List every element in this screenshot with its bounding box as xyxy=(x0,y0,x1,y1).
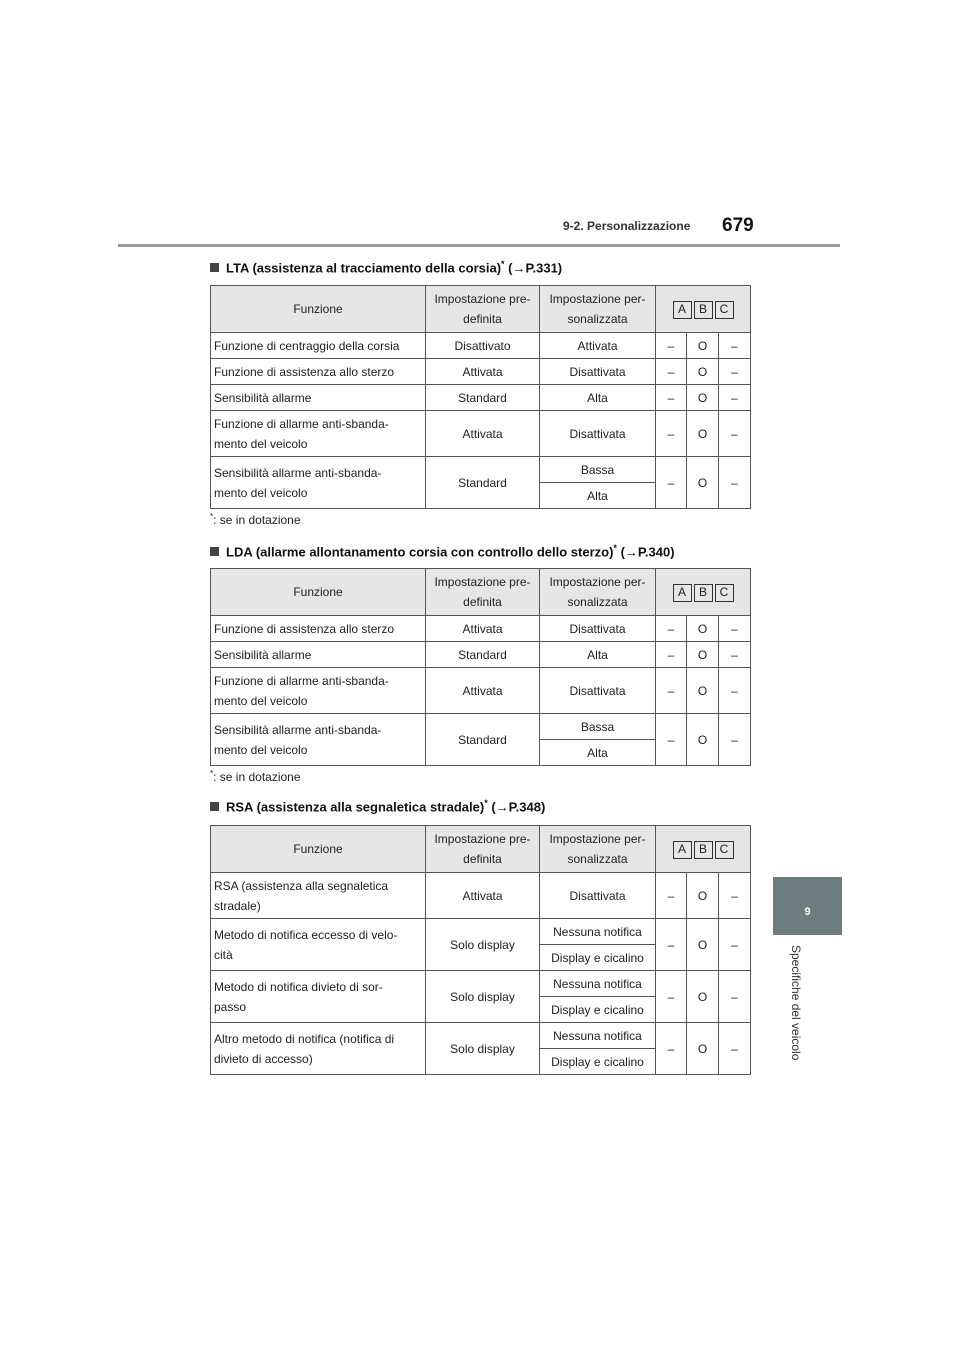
method-a-cell xyxy=(656,616,687,642)
method-c-cell xyxy=(719,359,751,385)
default-value: Standard xyxy=(458,390,507,405)
method-b-cell xyxy=(687,411,719,457)
function-cell xyxy=(211,411,426,457)
header-label: sonalizzata xyxy=(567,312,628,326)
table-row xyxy=(211,971,751,997)
method-b-value: O xyxy=(697,647,708,662)
header-label: Funzione xyxy=(293,585,343,599)
header-custom-setting xyxy=(540,826,656,873)
method-a-cell xyxy=(656,1023,687,1075)
method-a-box: A xyxy=(673,841,692,859)
function-cell xyxy=(211,668,426,714)
method-c-box: C xyxy=(715,301,734,319)
header-label: Impostazione per- xyxy=(549,832,646,846)
custom-value: Disattivata xyxy=(569,621,626,636)
custom-value: Display e cicalino xyxy=(551,1002,644,1017)
method-a-value: – xyxy=(667,989,675,1004)
method-b-value: O xyxy=(697,989,708,1004)
custom-value: Display e cicalino xyxy=(551,950,644,965)
method-c-cell xyxy=(719,1023,751,1075)
table-row xyxy=(211,359,751,385)
footnote-mark: * xyxy=(613,543,617,553)
method-c-value: – xyxy=(731,621,738,636)
method-c-cell xyxy=(719,714,751,766)
method-b-value: O xyxy=(697,683,708,698)
function-name: Altro metodo di notifica (notifica di xyxy=(214,1031,395,1046)
header-funzione xyxy=(211,569,426,616)
function-name: Funzione di allarme anti-sbanda- xyxy=(214,416,389,431)
function-cell xyxy=(211,457,426,509)
custom-cell xyxy=(540,873,656,919)
method-b-cell xyxy=(687,385,719,411)
method-c-value: – xyxy=(731,475,738,490)
method-b-cell xyxy=(687,714,719,766)
method-c-value: – xyxy=(731,888,738,903)
custom-cell xyxy=(540,668,656,714)
default-cell xyxy=(426,411,540,457)
footnote-mark: * xyxy=(484,798,488,808)
bullet-square-icon xyxy=(210,802,219,811)
function-name: passo xyxy=(214,999,247,1014)
method-c-cell xyxy=(719,616,751,642)
custom-value: Nessuna notifica xyxy=(553,924,642,939)
function-name: divieto di accesso) xyxy=(214,1051,313,1066)
default-cell xyxy=(426,616,540,642)
function-cell xyxy=(211,616,426,642)
method-a-value: – xyxy=(667,732,675,747)
function-cell xyxy=(211,919,426,971)
header-label: Funzione xyxy=(293,302,343,316)
table-header-row xyxy=(211,569,751,616)
header-abc xyxy=(656,286,751,333)
method-a-value: – xyxy=(667,426,675,441)
default-value: Disattivato xyxy=(454,338,511,353)
method-a-cell xyxy=(656,333,687,359)
function-name: Sensibilità allarme anti-sbanda- xyxy=(214,722,382,737)
method-a-cell xyxy=(656,971,687,1023)
method-a-value: – xyxy=(667,888,675,903)
method-a-cell xyxy=(656,642,687,668)
section-header: 9-2. Personalizzazione xyxy=(563,219,691,233)
method-c-value: – xyxy=(731,390,738,405)
method-b-value: O xyxy=(697,364,708,379)
method-a-value: – xyxy=(667,647,675,662)
function-name: stradale) xyxy=(214,898,261,913)
default-cell xyxy=(426,359,540,385)
section-title xyxy=(210,543,675,559)
method-c-value: – xyxy=(731,732,738,747)
function-name: mento del veicolo xyxy=(214,693,308,708)
method-c-cell xyxy=(719,411,751,457)
custom-cell xyxy=(540,919,656,945)
custom-cell xyxy=(540,971,656,997)
method-b-value: O xyxy=(697,1041,708,1056)
header-divider xyxy=(118,244,840,247)
method-c-value: – xyxy=(731,647,738,662)
method-c-cell xyxy=(719,919,751,971)
table-row xyxy=(211,873,751,919)
function-cell xyxy=(211,642,426,668)
function-cell xyxy=(211,1023,426,1075)
method-b-box: B xyxy=(694,841,713,859)
settings-table xyxy=(210,285,751,509)
section-title-text: RSA (assistenza alla segnaletica stradale) xyxy=(226,799,485,815)
method-c-value: – xyxy=(731,937,738,952)
settings-table xyxy=(210,825,751,1075)
default-cell xyxy=(426,714,540,766)
table-row xyxy=(211,714,751,740)
table-header-row xyxy=(211,286,751,333)
default-value: Solo display xyxy=(450,989,515,1004)
default-value: Attivata xyxy=(462,683,503,698)
custom-cell xyxy=(540,642,656,668)
method-b-cell xyxy=(687,971,719,1023)
method-b-value: O xyxy=(697,426,708,441)
method-c-value: – xyxy=(731,1041,738,1056)
table-row xyxy=(211,642,751,668)
method-b-cell xyxy=(687,616,719,642)
default-cell xyxy=(426,385,540,411)
page-number: 679 xyxy=(722,215,754,236)
chapter-number: 9 xyxy=(804,906,811,918)
footnote xyxy=(210,512,301,527)
default-cell xyxy=(426,1023,540,1075)
method-a-value: – xyxy=(667,683,675,698)
footnote-text: : se in dotazione xyxy=(213,513,301,527)
custom-cell xyxy=(540,359,656,385)
method-c-cell xyxy=(719,971,751,1023)
custom-value: Bassa xyxy=(580,719,615,734)
default-value: Attivata xyxy=(462,364,503,379)
method-a-box: A xyxy=(673,301,692,319)
method-a-value: – xyxy=(667,937,675,952)
function-name: Sensibilità allarme xyxy=(214,390,312,405)
default-cell xyxy=(426,668,540,714)
custom-value: Display e cicalino xyxy=(551,1054,644,1069)
method-a-value: – xyxy=(667,1041,675,1056)
method-c-value: – xyxy=(731,989,738,1004)
method-c-cell xyxy=(719,873,751,919)
function-name: Sensibilità allarme xyxy=(214,647,312,662)
method-c-cell xyxy=(719,457,751,509)
header-label: Impostazione per- xyxy=(549,575,646,589)
method-b-value: O xyxy=(697,732,708,747)
method-a-value: – xyxy=(667,364,675,379)
method-c-box: C xyxy=(715,584,734,602)
default-value: Attivata xyxy=(462,426,503,441)
custom-value: Attivata xyxy=(577,338,618,353)
function-name: mento del veicolo xyxy=(214,436,308,451)
table-row xyxy=(211,457,751,483)
custom-cell xyxy=(540,483,656,509)
function-cell xyxy=(211,971,426,1023)
chapter-title: Specifiche del veicolo xyxy=(789,945,803,1061)
default-cell xyxy=(426,642,540,668)
method-a-value: – xyxy=(667,338,675,353)
custom-value: Disattivata xyxy=(569,426,626,441)
default-value: Attivata xyxy=(462,621,503,636)
method-a-value: – xyxy=(667,475,675,490)
method-a-cell xyxy=(656,714,687,766)
method-b-box: B xyxy=(694,301,713,319)
footnote-mark: * xyxy=(210,512,214,521)
method-a-value: – xyxy=(667,621,675,636)
default-value: Solo display xyxy=(450,1041,515,1056)
method-a-cell xyxy=(656,873,687,919)
method-a-cell xyxy=(656,359,687,385)
method-b-value: O xyxy=(697,937,708,952)
settings-table xyxy=(210,568,751,766)
function-name: Metodo di notifica eccesso di velo- xyxy=(214,927,398,942)
header-custom-setting xyxy=(540,569,656,616)
bullet-square-icon xyxy=(210,547,219,556)
header-abc xyxy=(656,826,751,873)
method-b-cell xyxy=(687,457,719,509)
default-cell xyxy=(426,971,540,1023)
header-label: Impostazione per- xyxy=(549,292,646,306)
header-label: definita xyxy=(463,852,502,866)
custom-cell xyxy=(540,714,656,740)
custom-value: Disattivata xyxy=(569,364,626,379)
footnote-mark: * xyxy=(501,259,505,269)
custom-cell xyxy=(540,1049,656,1075)
table-row xyxy=(211,616,751,642)
default-value: Standard xyxy=(458,647,507,662)
footnote xyxy=(210,769,301,784)
method-b-value: O xyxy=(697,888,708,903)
method-b-value: O xyxy=(697,390,708,405)
method-c-cell xyxy=(719,668,751,714)
custom-cell xyxy=(540,945,656,971)
custom-value: Disattivata xyxy=(569,683,626,698)
function-name: Metodo di notifica divieto di sor- xyxy=(214,979,383,994)
method-b-value: O xyxy=(697,338,708,353)
custom-value: Alta xyxy=(587,647,608,662)
method-c-value: – xyxy=(731,338,738,353)
function-name: Funzione di assistenza allo sterzo xyxy=(214,621,395,636)
method-a-cell xyxy=(656,919,687,971)
custom-cell xyxy=(540,997,656,1023)
default-value: Attivata xyxy=(462,888,503,903)
default-cell xyxy=(426,333,540,359)
custom-value: Disattivata xyxy=(569,888,626,903)
section-title xyxy=(210,798,545,814)
custom-cell xyxy=(540,333,656,359)
method-b-cell xyxy=(687,1023,719,1075)
page-reference: (→P.340) xyxy=(620,544,675,560)
default-cell xyxy=(426,919,540,971)
custom-value: Alta xyxy=(587,488,608,503)
custom-value: Nessuna notifica xyxy=(553,1028,642,1043)
header-label: Impostazione pre- xyxy=(434,292,531,306)
custom-value: Nessuna notifica xyxy=(553,976,642,991)
function-name: Funzione di assistenza allo sterzo xyxy=(214,364,395,379)
method-a-value: – xyxy=(667,390,675,405)
method-b-value: O xyxy=(697,475,708,490)
default-value: Standard xyxy=(458,475,507,490)
custom-cell xyxy=(540,616,656,642)
chapter-tab xyxy=(773,877,842,935)
method-c-cell xyxy=(719,385,751,411)
function-cell xyxy=(211,385,426,411)
function-cell xyxy=(211,359,426,385)
method-b-cell xyxy=(687,668,719,714)
header-label: Impostazione pre- xyxy=(434,832,531,846)
function-name: mento del veicolo xyxy=(214,742,308,757)
custom-cell xyxy=(540,457,656,483)
method-c-value: – xyxy=(731,426,738,441)
header-label: Impostazione pre- xyxy=(434,575,531,589)
function-name: Funzione di allarme anti-sbanda- xyxy=(214,673,389,688)
method-b-cell xyxy=(687,873,719,919)
section-title xyxy=(210,259,562,275)
default-cell xyxy=(426,457,540,509)
method-a-box: A xyxy=(673,584,692,602)
function-name: Sensibilità allarme anti-sbanda- xyxy=(214,465,382,480)
custom-value: Bassa xyxy=(580,462,615,477)
method-b-cell xyxy=(687,642,719,668)
method-b-cell xyxy=(687,919,719,971)
method-a-cell xyxy=(656,668,687,714)
page-reference: (→P.331) xyxy=(508,260,563,276)
header-custom-setting xyxy=(540,286,656,333)
function-cell xyxy=(211,333,426,359)
method-a-cell xyxy=(656,457,687,509)
section-title-text: LDA (allarme allontanamento corsia con controllo dello sterzo) xyxy=(226,544,614,560)
method-a-cell xyxy=(656,411,687,457)
method-c-box: C xyxy=(715,841,734,859)
header-default-setting xyxy=(426,826,540,873)
table-row xyxy=(211,1023,751,1049)
custom-cell xyxy=(540,411,656,457)
header-label: sonalizzata xyxy=(567,852,628,866)
default-cell xyxy=(426,873,540,919)
method-c-cell xyxy=(719,333,751,359)
section-title-text: LTA (assistenza al tracciamento della corsia) xyxy=(226,260,502,276)
table-row xyxy=(211,385,751,411)
method-b-cell xyxy=(687,359,719,385)
header-abc xyxy=(656,569,751,616)
header-label: definita xyxy=(463,312,502,326)
header-funzione xyxy=(211,826,426,873)
custom-cell xyxy=(540,740,656,766)
function-name: Funzione di centraggio della corsia xyxy=(214,338,400,353)
header-funzione xyxy=(211,286,426,333)
custom-value: Alta xyxy=(587,745,608,760)
header-label: sonalizzata xyxy=(567,595,628,609)
table-row xyxy=(211,411,751,457)
table-row xyxy=(211,333,751,359)
function-name: mento del veicolo xyxy=(214,485,308,500)
method-c-cell xyxy=(719,642,751,668)
table-row xyxy=(211,919,751,945)
custom-value: Alta xyxy=(587,390,608,405)
method-a-cell xyxy=(656,385,687,411)
header-label: Funzione xyxy=(293,842,343,856)
footnote-text: : se in dotazione xyxy=(213,770,301,784)
method-c-value: – xyxy=(731,683,738,698)
default-value: Solo display xyxy=(450,937,515,952)
function-cell xyxy=(211,714,426,766)
function-name: RSA (assistenza alla segnaletica xyxy=(214,878,389,893)
custom-cell xyxy=(540,1023,656,1049)
default-value: Standard xyxy=(458,732,507,747)
header-default-setting xyxy=(426,569,540,616)
function-name: cità xyxy=(214,947,233,962)
header-default-setting xyxy=(426,286,540,333)
table-row xyxy=(211,668,751,714)
page-reference: (→P.348) xyxy=(491,799,546,815)
function-cell xyxy=(211,873,426,919)
method-b-box: B xyxy=(694,584,713,602)
method-c-value: – xyxy=(731,364,738,379)
method-b-value: O xyxy=(697,621,708,636)
table-header-row xyxy=(211,826,751,873)
footnote-mark: * xyxy=(210,769,214,778)
method-b-cell xyxy=(687,333,719,359)
header-label: definita xyxy=(463,595,502,609)
bullet-square-icon xyxy=(210,263,219,272)
custom-cell xyxy=(540,385,656,411)
